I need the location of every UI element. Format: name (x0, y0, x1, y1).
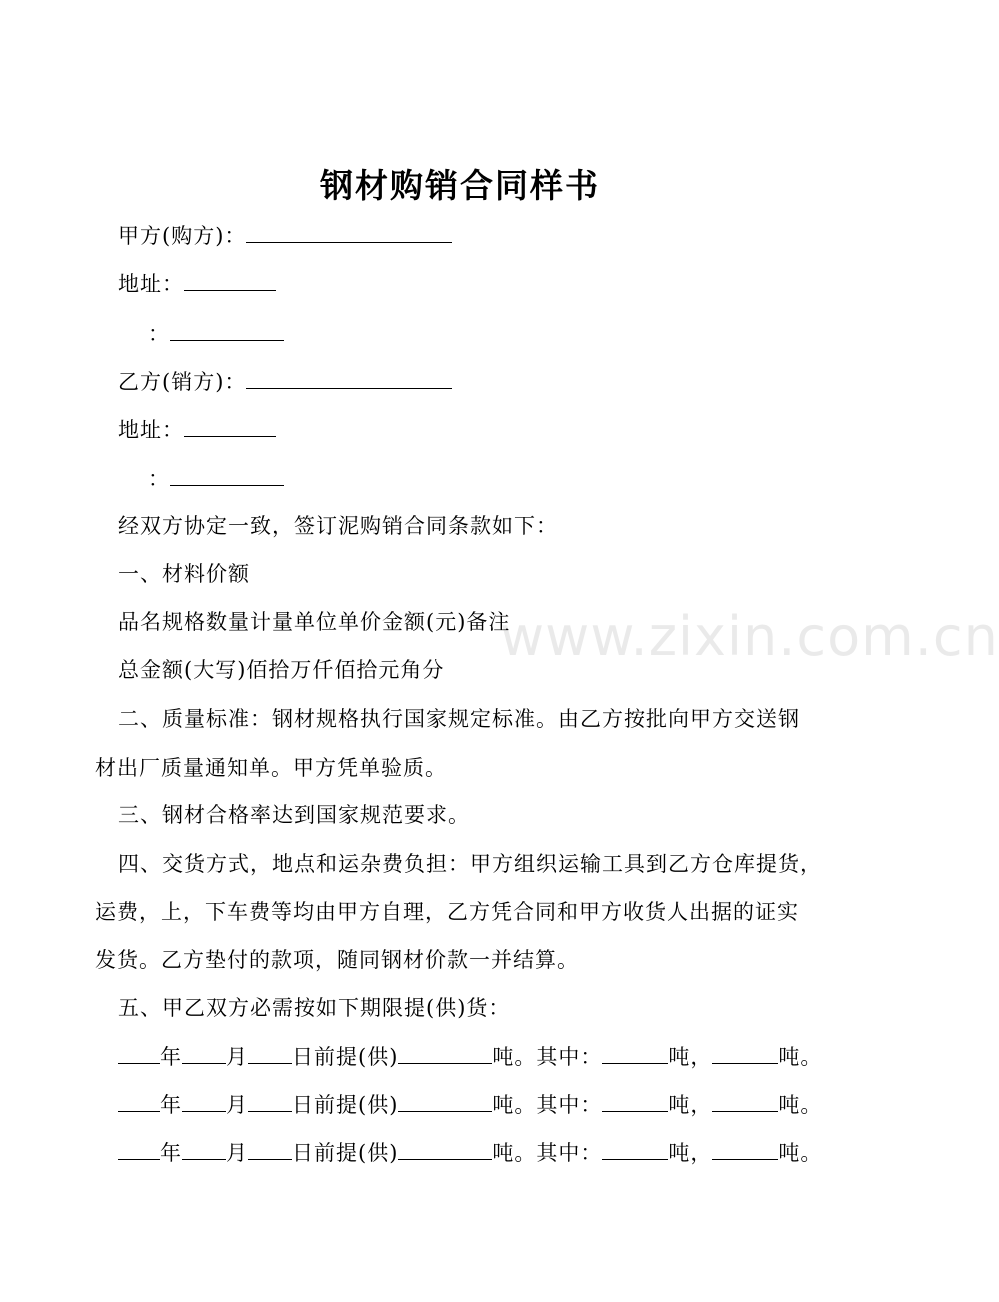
party-b-label: 乙方(销方)： (118, 370, 247, 394)
section3-paragraph: 三、钢材合格率达到国家规范要求。 (118, 803, 470, 827)
section1-columns: 品名规格数量计量单位单价金额(元)备注 (118, 610, 511, 634)
delivery-day-label: 日前提(供) (292, 1093, 399, 1117)
delivery-day-blank[interactable] (248, 1091, 292, 1112)
party-a-address-line (118, 270, 276, 298)
delivery-day-label: 日前提(供) (292, 1045, 399, 1069)
delivery-day-blank[interactable] (248, 1043, 292, 1064)
party-a-extra-line (148, 320, 284, 348)
delivery-tons-b-blank[interactable] (712, 1139, 778, 1160)
delivery-row-3 (118, 1139, 822, 1167)
delivery-day-blank[interactable] (248, 1139, 292, 1160)
party-b-line (118, 368, 452, 396)
party-b-name-blank[interactable] (246, 368, 452, 389)
delivery-tons-a-label: 吨， (668, 1093, 713, 1117)
party-b-address-line (118, 416, 276, 444)
section4-line1: 四、交货方式，地点和运杂费负担：甲方组织运输工具到乙方仓库提货， (118, 852, 822, 876)
section2-line1: 二、质量标准：钢材规格执行国家规定标准。由乙方按批向甲方交送钢 (118, 707, 800, 731)
delivery-tons-a-blank[interactable] (602, 1139, 668, 1160)
delivery-month-blank[interactable] (182, 1091, 226, 1112)
delivery-row-1 (118, 1043, 822, 1071)
document-title: 钢材购销合同样书 (320, 166, 600, 205)
delivery-tons-a-label: 吨， (668, 1141, 713, 1165)
delivery-total-tons-blank[interactable] (398, 1043, 492, 1064)
party-a-address-blank[interactable] (184, 270, 276, 291)
delivery-month-blank[interactable] (182, 1043, 226, 1064)
intro-paragraph: 经双方协定一致，签订泥购销合同条款如下： (118, 514, 558, 538)
party-a-label: 甲方(购方)： (118, 224, 247, 248)
delivery-tons-of-which-label: 吨。其中： (492, 1045, 603, 1069)
delivery-tons-of-which-label: 吨。其中： (492, 1093, 603, 1117)
section2-line2: 材出厂质量通知单。甲方凭单验质。 (95, 756, 447, 780)
delivery-year-blank[interactable] (118, 1091, 160, 1112)
delivery-year-label: 年 (160, 1141, 182, 1165)
party-a-address-label: 地址： (118, 272, 184, 296)
delivery-tons-b-label: 吨。 (778, 1093, 823, 1117)
party-a-extra-colon: ： (148, 322, 170, 346)
section5-heading: 五、甲乙双方必需按如下期限提(供)货： (118, 996, 511, 1020)
delivery-month-label: 月 (226, 1141, 248, 1165)
section4-line2: 运费，上，下车费等均由甲方自理，乙方凭合同和甲方收货人出据的证实 (95, 900, 799, 924)
section1-heading: 一、材料价额 (118, 562, 250, 586)
party-b-extra-colon: ： (148, 467, 170, 491)
delivery-row-2 (118, 1091, 822, 1119)
section4-line3: 发货。乙方垫付的款项，随同钢材价款一并结算。 (95, 948, 579, 972)
delivery-tons-of-which-label: 吨。其中： (492, 1141, 603, 1165)
delivery-tons-a-blank[interactable] (602, 1043, 668, 1064)
delivery-day-label: 日前提(供) (292, 1141, 399, 1165)
delivery-year-blank[interactable] (118, 1139, 160, 1160)
delivery-tons-a-blank[interactable] (602, 1091, 668, 1112)
party-b-extra-blank[interactable] (170, 465, 284, 486)
delivery-year-label: 年 (160, 1045, 182, 1069)
delivery-total-tons-blank[interactable] (398, 1091, 492, 1112)
delivery-tons-b-label: 吨。 (778, 1045, 823, 1069)
delivery-total-tons-blank[interactable] (398, 1139, 492, 1160)
party-a-extra-blank[interactable] (170, 320, 284, 341)
delivery-month-blank[interactable] (182, 1139, 226, 1160)
delivery-month-label: 月 (226, 1093, 248, 1117)
delivery-tons-a-label: 吨， (668, 1045, 713, 1069)
delivery-tons-b-blank[interactable] (712, 1091, 778, 1112)
delivery-year-label: 年 (160, 1093, 182, 1117)
delivery-tons-b-blank[interactable] (712, 1043, 778, 1064)
delivery-month-label: 月 (226, 1045, 248, 1069)
party-b-address-blank[interactable] (184, 416, 276, 437)
party-a-line (118, 222, 452, 250)
party-a-name-blank[interactable] (246, 222, 452, 243)
delivery-year-blank[interactable] (118, 1043, 160, 1064)
delivery-tons-b-label: 吨。 (778, 1141, 823, 1165)
party-b-address-label: 地址： (118, 418, 184, 442)
party-b-extra-line (148, 465, 284, 493)
section1-total: 总金额(大写)佰拾万仟佰拾元角分 (118, 658, 445, 682)
site-watermark: www.zixin.com.cn (500, 605, 999, 668)
